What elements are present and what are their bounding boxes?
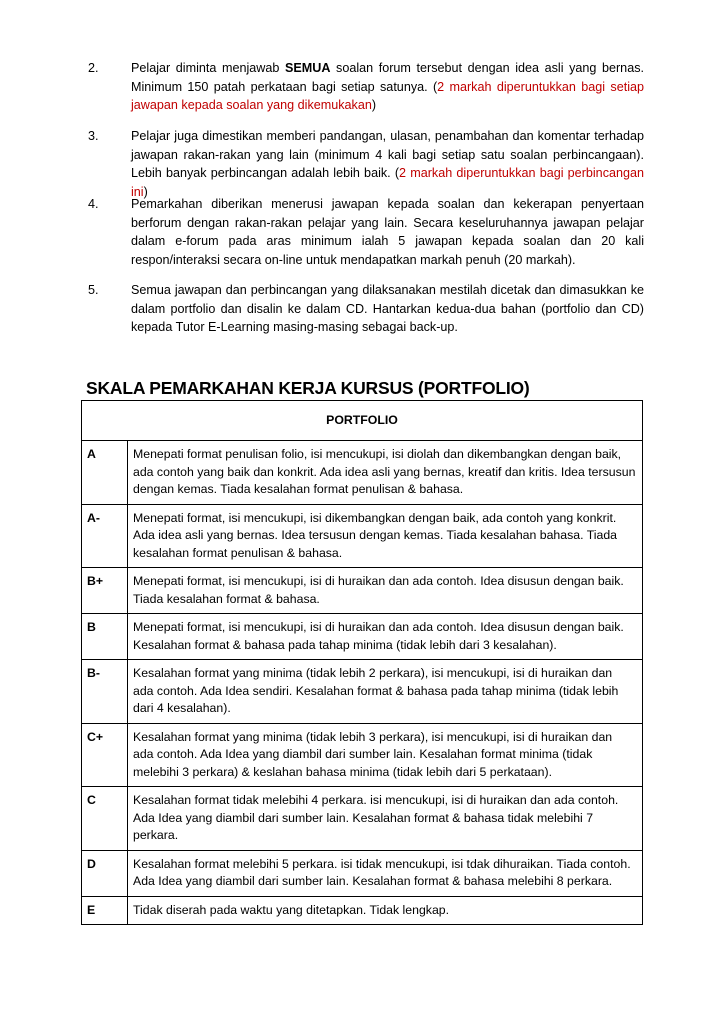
table-row	[82, 568, 643, 614]
table-row	[82, 614, 643, 660]
emphasis-semua: SEMUA	[284, 61, 331, 75]
grade-cell: A-	[82, 504, 128, 568]
table-row	[82, 850, 643, 896]
grade-cell: C+	[82, 723, 128, 787]
grade-cell: B-	[82, 660, 128, 724]
instruction-item-3	[88, 127, 644, 201]
instruction-item-2	[88, 59, 644, 115]
item-text: Semua jawapan dan perbincangan yang dilaksanakan mestilah dicetak dan dimasukkan ke dalam portfolio dan disalin ke dalam CD. Hantarkan kedua-dua bahan (portfolio dan CD) kepada Tutor E-Learning masing-masing sebagai back-up.	[131, 283, 644, 334]
description-cell: Menepati format, isi mencukupi, isi di huraikan dan ada contoh. Idea disusun dengan baik. Kesalahan format & bahasa pada tahap minima (tidak lebih dari 3 kesalahan).	[128, 614, 643, 660]
grade-cell: B	[82, 614, 128, 660]
item-number: 3.	[88, 129, 99, 143]
marks-note: 2 markah diperuntukkan bagi setiap jawapan kepada soalan yang dikemukakan	[131, 79, 645, 112]
table-row	[82, 787, 643, 851]
table-header-row	[82, 401, 643, 441]
table-row	[82, 660, 643, 724]
instruction-item-4	[88, 195, 644, 269]
item-text: Pelajar diminta menjawab SEMUA soalan forum tersebut dengan idea asli yang bernas. Minimum 150 patah perkataan bagi setiap satunya. (2 markah diperuntukkan bagi setiap jawapan kepada soalan yang dikemukakan)	[131, 61, 645, 112]
description-cell: Menepati format, isi mencukupi, isi dikembangkan dengan baik, ada contoh yang konkrit. Ada idea asli yang bernas. Idea tersusun dengan kemas. Tiada kesalahan bahasa. Tiada kesalahan format penulisan & bahasa.	[128, 504, 643, 568]
table-row	[82, 441, 643, 505]
grade-cell: B+	[82, 568, 128, 614]
table-row	[82, 504, 643, 568]
grade-cell: C	[82, 787, 128, 851]
item-number: 2.	[88, 61, 99, 75]
description-cell: Kesalahan format yang minima (tidak lebih 2 perkara), isi mencukupi, isi di huraikan dan ada contoh. Ada Idea sendiri. Kesalahan format & bahasa pada tahap minima (tidak lebih dari 4 kesalahan).	[128, 660, 643, 724]
grading-rubric-table	[81, 400, 643, 925]
item-number: 5.	[88, 283, 99, 297]
description-cell: Tidak diserah pada waktu yang ditetapkan. Tidak lengkap.	[128, 896, 643, 925]
item-number: 4.	[88, 197, 99, 211]
item-text: Pemarkahan diberikan menerusi jawapan kepada soalan dan kekerapan penyertaan berforum dengan rakan-rakan pelajar yang lain. Secara keseluruhannya jawapan pelajar dalam e-forum pada aras minimum ialah 5 jawapan kepada soalan dan 20 kali respon/interaksi secara on-line untuk mendapatkan markah penuh (20 markah).	[131, 197, 644, 267]
grade-cell: E	[82, 896, 128, 925]
grade-cell: A	[82, 441, 128, 505]
table-header: PORTFOLIO	[82, 401, 643, 441]
description-cell: Kesalahan format yang minima (tidak lebih 3 perkara), isi mencukupi, isi di huraikan dan ada contoh. Ada Idea yang diambil dari sumber lain. Kesalahan format minima (tidak melebihi 3 perkara) & keslahan bahasa minima (tidak lebih dari 5 perkataan).	[128, 723, 643, 787]
instruction-item-5	[88, 281, 644, 337]
table-row	[82, 723, 643, 787]
description-cell: Kesalahan format melebihi 5 perkara. isi tidak mencukupi, isi tdak dihuraikan. Tiada contoh. Ada Idea yang diambil dari sumber lain. Kesalahan format & bahasa melebihi 8 perkara.	[128, 850, 643, 896]
table-row	[82, 896, 643, 925]
marks-note: 2 markah diperuntukkan bagi perbincangan ini	[131, 166, 645, 199]
item-text: Pelajar juga dimestikan memberi pandangan, ulasan, penambahan dan komentar terhadap jawapan rakan-rakan yang lain (minimum 4 kali bagi setiap satu soalan perbincangaan). Lebih banyak perbincangan adalah lebih baik. (2 markah diperuntukkan bagi perbincangan ini)	[131, 129, 645, 199]
description-cell: Menepati format, isi mencukupi, isi di huraikan dan ada contoh. Idea disusun dengan baik. Tiada kesalahan format & bahasa.	[128, 568, 643, 614]
description-cell: Menepati format penulisan folio, isi mencukupi, isi diolah dan dikembangkan dengan baik, ada contoh yang baik dan konkrit. Ada idea asli yang bernas, kreatif dan kritis. Idea tersusun dengan kemas. Tiada kesalahan format penulisan & bahasa.	[128, 441, 643, 505]
section-title: SKALA PEMARKAHAN KERJA KURSUS (PORTFOLIO)	[86, 378, 530, 398]
grade-cell: D	[82, 850, 128, 896]
description-cell: Kesalahan format tidak melebihi 4 perkara. isi mencukupi, isi di huraikan dan ada contoh. Ada Idea yang diambil dari sumber lain. Kesalahan format & bahasa tidak melebihi 7 perkara.	[128, 787, 643, 851]
